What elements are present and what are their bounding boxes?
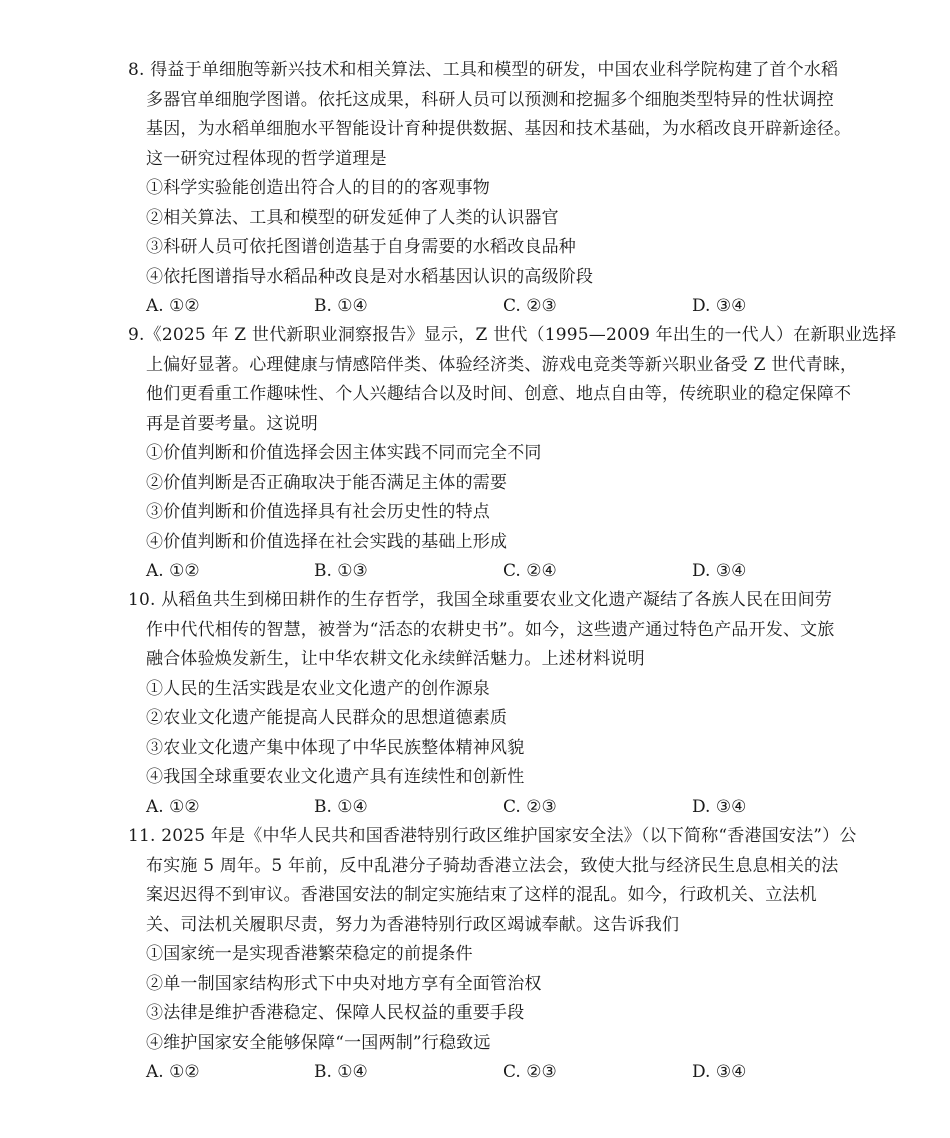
answer-choices <box>0 292 851 322</box>
question-10 <box>0 586 835 822</box>
option-4: ④价值判断和价值选择在社会实践的基础上形成 <box>146 531 508 552</box>
question-9 <box>0 321 896 587</box>
question-stem-line: 再是首要考量。这说明 <box>146 413 318 434</box>
question-stem-line: 融合体验焕发新生，让中华农耕文化永续鲜活魅力。上述材料说明 <box>146 649 645 669</box>
answer-choices <box>0 557 896 587</box>
answer-a: A. ①② <box>146 561 200 581</box>
option-2: ②单一制国家结构形式下中央对地方享有全面管治权 <box>146 973 542 994</box>
question-11 <box>0 822 857 1088</box>
question-stem-line: 他们更看重工作趣味性、个人兴趣结合以及时间、创意、地点自由等，传统职业的稳定保障不 <box>146 384 852 404</box>
option-3: ③科研人员可依托图谱创造基于自身需要的水稻改良品种 <box>146 237 576 257</box>
option-3: ③价值判断和价值选择具有社会历史性的特点 <box>146 502 490 522</box>
answer-b: B. ①③ <box>314 561 368 581</box>
question-stem-line: 基因，为水稻单细胞水平智能设计育种提供数据、基因和技术基础，为水稻改良开辟新途径。 <box>146 119 852 139</box>
question-stem-line: 8. 得益于单细胞等新兴技术和相关算法、工具和模型的研发，中国农业科学院构建了首个水稻 <box>128 60 839 80</box>
answer-d: D. ③④ <box>692 561 747 581</box>
question-stem-line: 9.《2025 年 Z 世代新职业洞察报告》显示，Z 世代（1995—2009 年出生的一代人）在新职业选择 <box>128 325 897 345</box>
answer-a: A. ①② <box>146 296 200 316</box>
answer-c: C. ②③ <box>503 796 557 817</box>
answer-choices <box>0 793 835 823</box>
answer-d: D. ③④ <box>692 796 747 817</box>
answer-choices <box>0 1058 857 1088</box>
question-stem-line: 布实施 5 周年。5 年前，反中乱港分子骑劫香港立法会，致使大批与经济民生息息相关的法 <box>146 855 839 876</box>
option-1: ①国家统一是实现香港繁荣稳定的前提条件 <box>146 944 473 964</box>
answer-c: C. ②③ <box>503 1062 557 1082</box>
option-4: ④我国全球重要农业文化遗产具有连续性和创新性 <box>146 767 525 787</box>
option-1: ①科学实验能创造出符合人的目的的客观事物 <box>146 178 490 198</box>
question-stem-line: 这一研究过程体现的哲学道理是 <box>146 148 387 169</box>
option-2: ②相关算法、工具和模型的研发延伸了人类的认识器官 <box>146 207 559 228</box>
question-stem-line: 多器官单细胞学图谱。依托这成果，科研人员可以预测和挖掘多个细胞类型特异的性状调控 <box>146 89 834 110</box>
question-stem-line: 11. 2025 年是《中华人民共和国香港特别行政区维护国家安全法》（以下简称“香港国安法”）公 <box>128 826 857 846</box>
option-3: ③农业文化遗产集中体现了中华民族整体精神风貌 <box>146 737 525 758</box>
answer-d: D. ③④ <box>692 296 747 316</box>
question-stem-line: 作中代代相传的智慧，被誉为“活态的农耕史书”。如今，这些遗产通过特色产品开发、文旅 <box>146 619 835 640</box>
question-8 <box>0 56 851 322</box>
answer-b: B. ①④ <box>314 296 368 316</box>
answer-a: A. ①② <box>146 796 200 817</box>
option-3: ③法律是维护香港稳定、保障人民权益的重要手段 <box>146 1003 525 1023</box>
option-4: ④维护国家安全能够保障“一国两制”行稳致远 <box>146 1032 491 1053</box>
option-1: ①价值判断和价值选择会因主体实践不同而完全不同 <box>146 443 542 463</box>
question-stem-line: 案迟迟得不到审议。香港国安法的制定实施结束了这样的混乱。如今，行政机关、立法机 <box>146 885 817 905</box>
option-2: ②农业文化遗产能提高人民群众的思想道德素质 <box>146 708 508 728</box>
answer-b: B. ①④ <box>314 796 368 817</box>
answer-b: B. ①④ <box>314 1062 368 1082</box>
option-2: ②价值判断是否正确取决于能否满足主体的需要 <box>146 472 508 493</box>
option-4: ④依托图谱指导水稻品种改良是对水稻基因认识的高级阶段 <box>146 266 594 287</box>
answer-a: A. ①② <box>146 1062 200 1082</box>
answer-c: C. ②③ <box>503 296 557 316</box>
option-1: ①人民的生活实践是农业文化遗产的创作源泉 <box>146 678 490 699</box>
answer-d: D. ③④ <box>692 1062 747 1082</box>
question-stem-line: 10. 从稻鱼共生到梯田耕作的生存哲学，我国全球重要农业文化遗产凝结了各族人民在田间劳 <box>128 590 833 610</box>
answer-c: C. ②④ <box>503 561 557 581</box>
question-stem-line: 上偏好显著。心理健康与情感陪伴类、体验经济类、游戏电竞类等新兴职业备受 Z 世代青睐， <box>146 354 858 375</box>
question-stem-line: 关、司法机关履职尽责，努力为香港特别行政区竭诚奉献。这告诉我们 <box>146 914 680 935</box>
